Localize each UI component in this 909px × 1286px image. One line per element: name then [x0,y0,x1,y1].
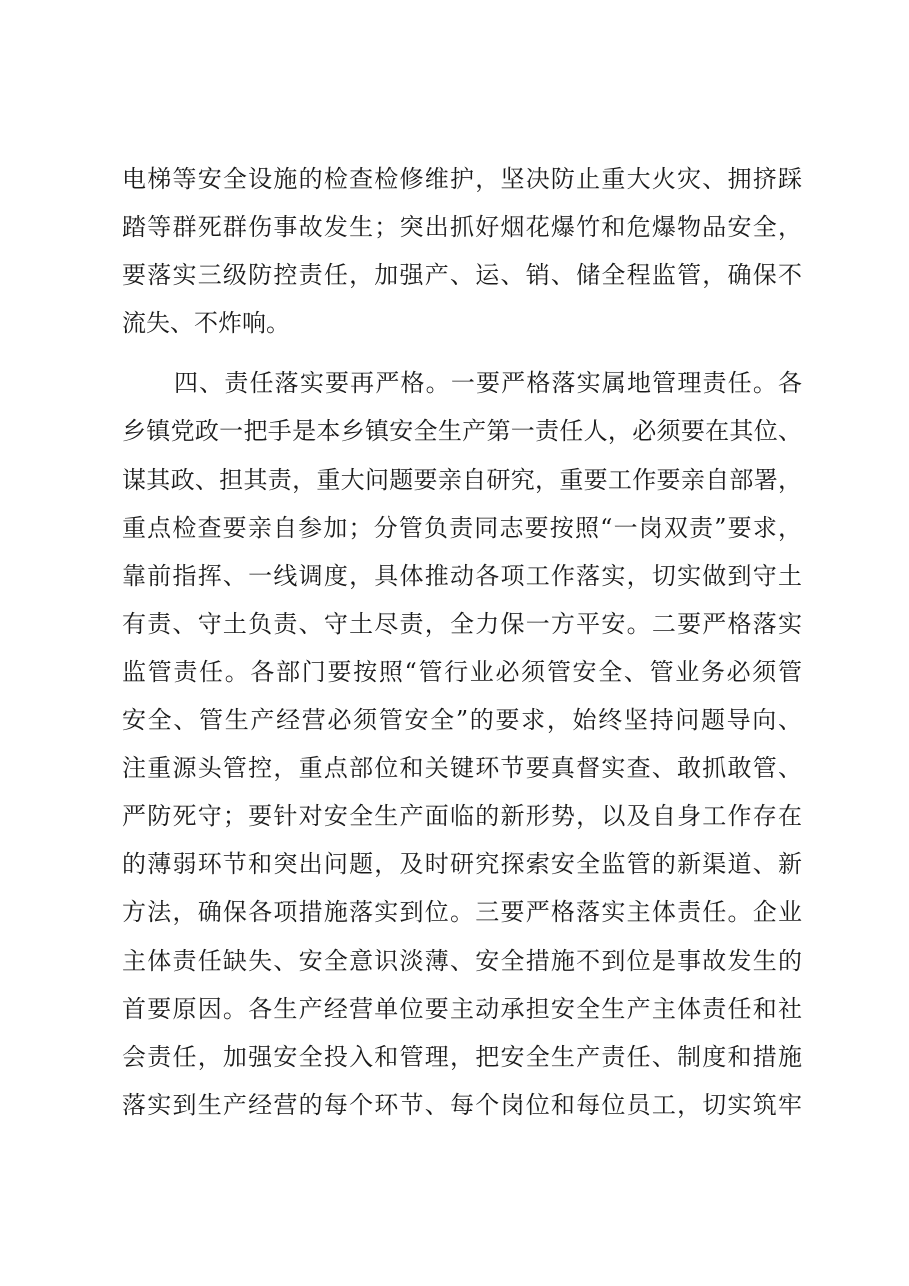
text-line: 的薄弱环节和突出问题，及时研究探索安全监管的新渠道、新 [122,850,802,879]
document-body [122,163,802,1137]
text-line: 要落实三级防控责任，加强产、运、销、储全程监管，确保不 [122,261,802,290]
text-line: 谋其政、担其责，重大问题要亲自研究，重要工作要亲自部署， [122,465,802,494]
text-line: 安全、管生产经营必须管安全”的要求，始终坚持问题导向、 [122,706,802,735]
text-line: 监管责任。各部门要按照“管行业必须管安全、管业务必须管 [122,657,802,686]
paragraph-gap [122,355,802,367]
text-line: 重点检查要亲自参加；分管负责同志要按照“一岗双责”要求， [122,513,802,542]
text-line: 主体责任缺失、安全意识淡薄、安全措施不到位是事故发生的 [122,946,802,975]
text-line: 电梯等安全设施的检查检修维护，坚决防止重大火灾、拥挤踩 [122,165,802,193]
text-line: 踏等群死群伤事故发生；突出抓好烟花爆竹和危爆物品安全， [122,213,802,242]
text-line: 流失、不炸响。 [122,309,290,338]
text-line: 注重源头管控，重点部位和关键环节要真督实查、敢抓敢管、 [122,754,802,783]
text-line: 靠前指挥、一线调度，具体推动各项工作落实，切实做到守土 [122,561,802,590]
text-line: 落实到生产经营的每个环节、每个岗位和每位员工，切实筑牢 [122,1090,802,1119]
paragraph-1 [122,163,802,355]
text-line: 首要原因。各生产经营单位要主动承担安全生产主体责任和社 [122,994,802,1023]
text-line: 乡镇党政一把手是本乡镇安全生产第一责任人，必须要在其位、 [122,417,802,446]
text-line: 方法，确保各项措施落实到位。三要严格落实主体责任。企业 [122,898,802,927]
text-line: 会责任，加强安全投入和管理，把安全生产责任、制度和措施 [122,1042,802,1071]
text-line: 严防死守；要针对安全生产面临的新形势，以及自身工作存在 [122,802,802,831]
paragraph-2 [122,367,802,1137]
text-line: 四、责任落实要再严格。一要严格落实属地管理责任。各 [174,369,802,398]
text-line: 有责、守土负责、守土尽责，全力保一方平安。二要严格落实 [122,609,802,638]
